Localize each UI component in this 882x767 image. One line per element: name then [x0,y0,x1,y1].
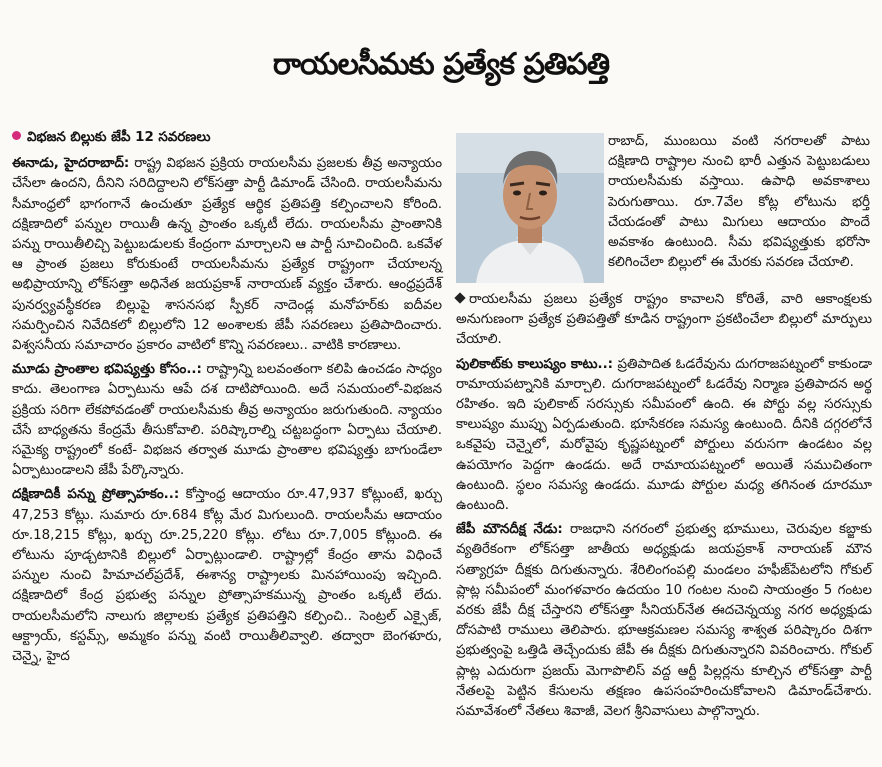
bullet-dot-icon [12,131,21,140]
article-paragraph-silent-protest [456,520,872,722]
headline: రాయలసీమకు ప్రత్యేక ప్రతిపత్తి [272,47,610,82]
article-paragraph-pulicat [456,355,872,517]
continued-paragraph: రాబాద్, ముంబయి వంటి నగరాలతో పాటు దక్షిణాది రాష్ట్రాల నుంచి భారీ ఎత్తున పెట్టుబడులు రాయలసీమకు వస్తాయి. ఉపాధి అవకాశాలు పెరుగుతాయి. రూ.7వేల కోట్ల లోటును భర్తీ చేయడంతో పాటు మిగులు ఆదాయం పొందే అవకాశం ఉంటుంది. సీమ భవిష్యత్తుకు భరోసా కలిగించేలా బిల్లులో ఈ మేరకు సవరణ చేయాలి. [608,134,870,271]
subheading [12,128,442,148]
article-paragraph-three-regions [12,360,442,481]
left-column [12,128,442,671]
paragraph-lead: జేపీ మౌనదీక్ష నేడు: [456,522,563,538]
article-paragraph-tax-incentive [12,485,442,667]
portrait-image [456,133,604,283]
subheading-text: విభజన బిల్లుకు జేపీ 12 సవరణలు [27,130,211,145]
paragraph-text: రాష్ట్ర విభజన ప్రక్రియ రాయలసీమ ప్రజలకు తీవ్ర అన్యాయం చేసేలా ఉందని, దీనిని సరిదిద్దాలని లోక్‌సత్తా పార్టీ డిమాండ్ చేసింది. రాయలసీమను సీమాంధ్రలో భాగంగానే ఉంచుతూ ప్రత్యేక ఆర్థిక ప్రతిపత్తి కల్పించాలని కోరింది. దక్షిణాదిలో పన్నుల రాయితీ ఉన్న ప్రాంతం ఒక్కటీ లేదు. రాయలసీమ ప్రాంతానికి పన్ను రాయితీలిచ్చి పెట్టుబడులకు కేంద్రంగా మార్చాలని ఆ పార్టీ సూచించింది. ఒకవేళ ఆ ప్రాంత ప్రజలు కోరుకుంటే రాయలసీమను ప్రత్యేక రాష్ట్రంగా చేయాలన్న అభిప్రాయాన్ని లోక్‌సత్తా అధినేత జయప్రకాశ్ నారాయణ్ వ్యక్తం చేశారు. ఆంధ్రప్రదేశ్ పునర్వ్యవస్థీకరణ బిల్లుపై శాసనసభ స్పీకర్ నాదెండ్ల మనోహర్‌కు ఐదీవల సమర్పించిన నివేదికలో బిల్లులోని 12 అంశాలకు జేపీ సవరణలు ప్రతిపాదించారు. విశ్వసనీయ సమాచారం ప్రకారం వాటిలో కొన్ని సవరణలు.. వాటికి కారణాలు. [12,156,442,354]
paragraph-text: రాష్ట్రాన్ని బలవంతంగా కలిపి ఉంచడం సాధ్యం కాదు. తెలంగాణ ఏర్పాటును ఆపే దశ దాటిపోయింది. అదే సమయంలో-విభజన ప్రక్రియ సరిగా లేకపోవడంతో రాయలసీమకు తీవ్ర అన్యాయం జరుగుతుంది. న్యాయం చేసే బాధ్యతను కేంద్రమే తీసుకోవాలి. పరిష్కారాల్ని చట్టబద్ధంగా ఏర్పాటు చేయాలి. సమైక్య రాష్ట్రంలో కంటే- విభజన తర్వాత మూడు ప్రాంతాల భవిష్యత్తు బాగుండేలా ఏర్పాటుండాలని జేపీ పేర్కొన్నారు. [12,362,443,479]
right-column [456,290,872,726]
paragraph-lead: మూడు ప్రాంతాల భవిష్యత్తు కోసం..: [12,362,202,378]
paragraph-lead: పులికాట్‌కు కాలుష్యం కాటు..: [456,356,614,372]
photo-caption [456,290,872,351]
right-top-column [608,132,870,273]
paragraph-lead: ఈనాడు, హైదరాబాద్: [12,156,130,172]
article-paragraph-intro [12,154,442,356]
paragraph-text: కోస్తాంధ్ర ఆదాయం రూ.47,937 కోట్లుంటే, ఖర్చు 47,253 కోట్లు. సుమారు రూ.684 కోట్ల మేర మిగులుంది. రాయలసీమ ఆదాయం రూ.18,215 కోట్లు, ఖర్చు రూ.25,220 కోట్లు. లోటు రూ.7,005 కోట్లుంది. ఈ లోటును పూడ్చటానికి బిల్లులో ఏర్పాట్లుండాలి. రాష్ట్రాల్లో కేంద్రం తాను విధించే పన్నుల నుంచి హిమాచల్‌ప్రదేశ్, ఈశాన్య రాష్ట్రాలకు మినహాయింపు ఇచ్చింది. దక్షిణాదిలో కేంద్ర ప్రభుత్వ పన్నుల ప్రోత్సాహకమున్న ప్రాంతం ఒక్కటీ లేదు. రాయలసీమలోని నాలుగు జిల్లాలకు ప్రత్యేక ప్రతిపత్తిని కల్పించి.. సెంట్రల్ ఎక్సైజ్, ఆక్ట్రాయ్, కస్టమ్స్, అమ్మకం పన్ను వంటి రాయితీలివ్వాలి. తద్వారా బెంగళూరు, చెన్నై, హైద [12,487,443,665]
paragraph-text: రాజధాని నగరంలో ప్రభుత్వ భూములు, చెరువుల కబ్జాకు వ్యతిరేకంగా లోక్‌సత్తా జాతీయ అధ్యక్షుడు జయప్రకాశ్ నారాయణ్ మౌన సత్యాగ్రహ దీక్షకు దిగుతున్నారు. శేరిలింగంపల్లి మండలం హఫీజ్‌పేటలోని గోకుల్ ప్లాట్ల సమీపంలో మంగళవారం ఉదయం 10 గంటల నుంచి సాయంత్రం 5 గంటల వరకు జేపీ దీక్ష చేస్తారని లోక్‌సత్తా సీనియర్‌నేత ఈదచెన్నయ్య నగర అధ్యక్షుడు దోసపాటి రాములు తెలిపారు. భూఆక్రమణల సమస్య శాశ్వత పరిష్కారం దిశగా ప్రభుత్వంపై ఒత్తిడి తెచ్చేందుకు జేపీ ఈ దీక్షకు దిగుతున్నారని వివరించారు. గోకుల్ ప్లాట్ల ఎదురుగా ప్రజయ్ మెగాపొలిస్ వద్ద ఆర్టీ పిల్లర్లను కూల్చిన లోక్‌సత్తా పార్టీ నేతలపై పెట్టిన కేసులను తక్షణం ఉపసంహరించుకోవాలని డిమాండ్‌చేశారు. సమావేశంలో నేతలు శివాజీ, వెలగ శ్రీనివాసులు పాల్గొన్నారు. [456,522,873,720]
paragraph-text: ప్రతిపాదిత ఓడరేవును దుగరాజపట్నంలో కాకుండా రామాయపట్నానికి మార్చాలి. దుగరాజపట్నంలో ఓడరేవు నిర్మాణ ప్రతిపాదన అర్థ రహితం. ఇది పులికాట్ సరస్సుకు సమీపంలో ఉంది. ఈ పోర్టు వల్ల సరస్సుకు కాలుష్యం ముప్పు ఏర్పడుతుంది. భూసేకరణ సమస్య ఉంటుంది. దీనికి దగ్గరలోనే ఒకవైపు చెన్నైలో, మరోవైపు కృష్ణపట్నంలో పోర్టులు వరుసగా ఉండటం వల్ల ఉపయోగం పెద్దగా ఉండదు. అదే రామాయపట్నంలో అయితే సముచితంగా ఉంటుంది. స్థలం సమస్య ఉండదు. మూడు పోర్టుల మధ్య తగినంత దూరమూ ఉంటుంది. [456,356,872,514]
paragraph-lead: దక్షిణాదికీ పన్ను ప్రోత్సాహకం..: [12,487,180,503]
diamond-icon [454,292,465,303]
caption-text: రాయలసీమ ప్రజలు ప్రత్యేక రాష్ట్రం కావాలని కోరితే, వారి ఆకాంక్షలకు అనుగుణంగా ప్రత్యేక ప్రతిపత్తితో కూడిన రాష్ట్రంగా ప్రకటించేలా బిల్లులో మార్పులు చేయాలి. [456,292,872,348]
photo-jayaprakash-narayan [456,133,604,283]
